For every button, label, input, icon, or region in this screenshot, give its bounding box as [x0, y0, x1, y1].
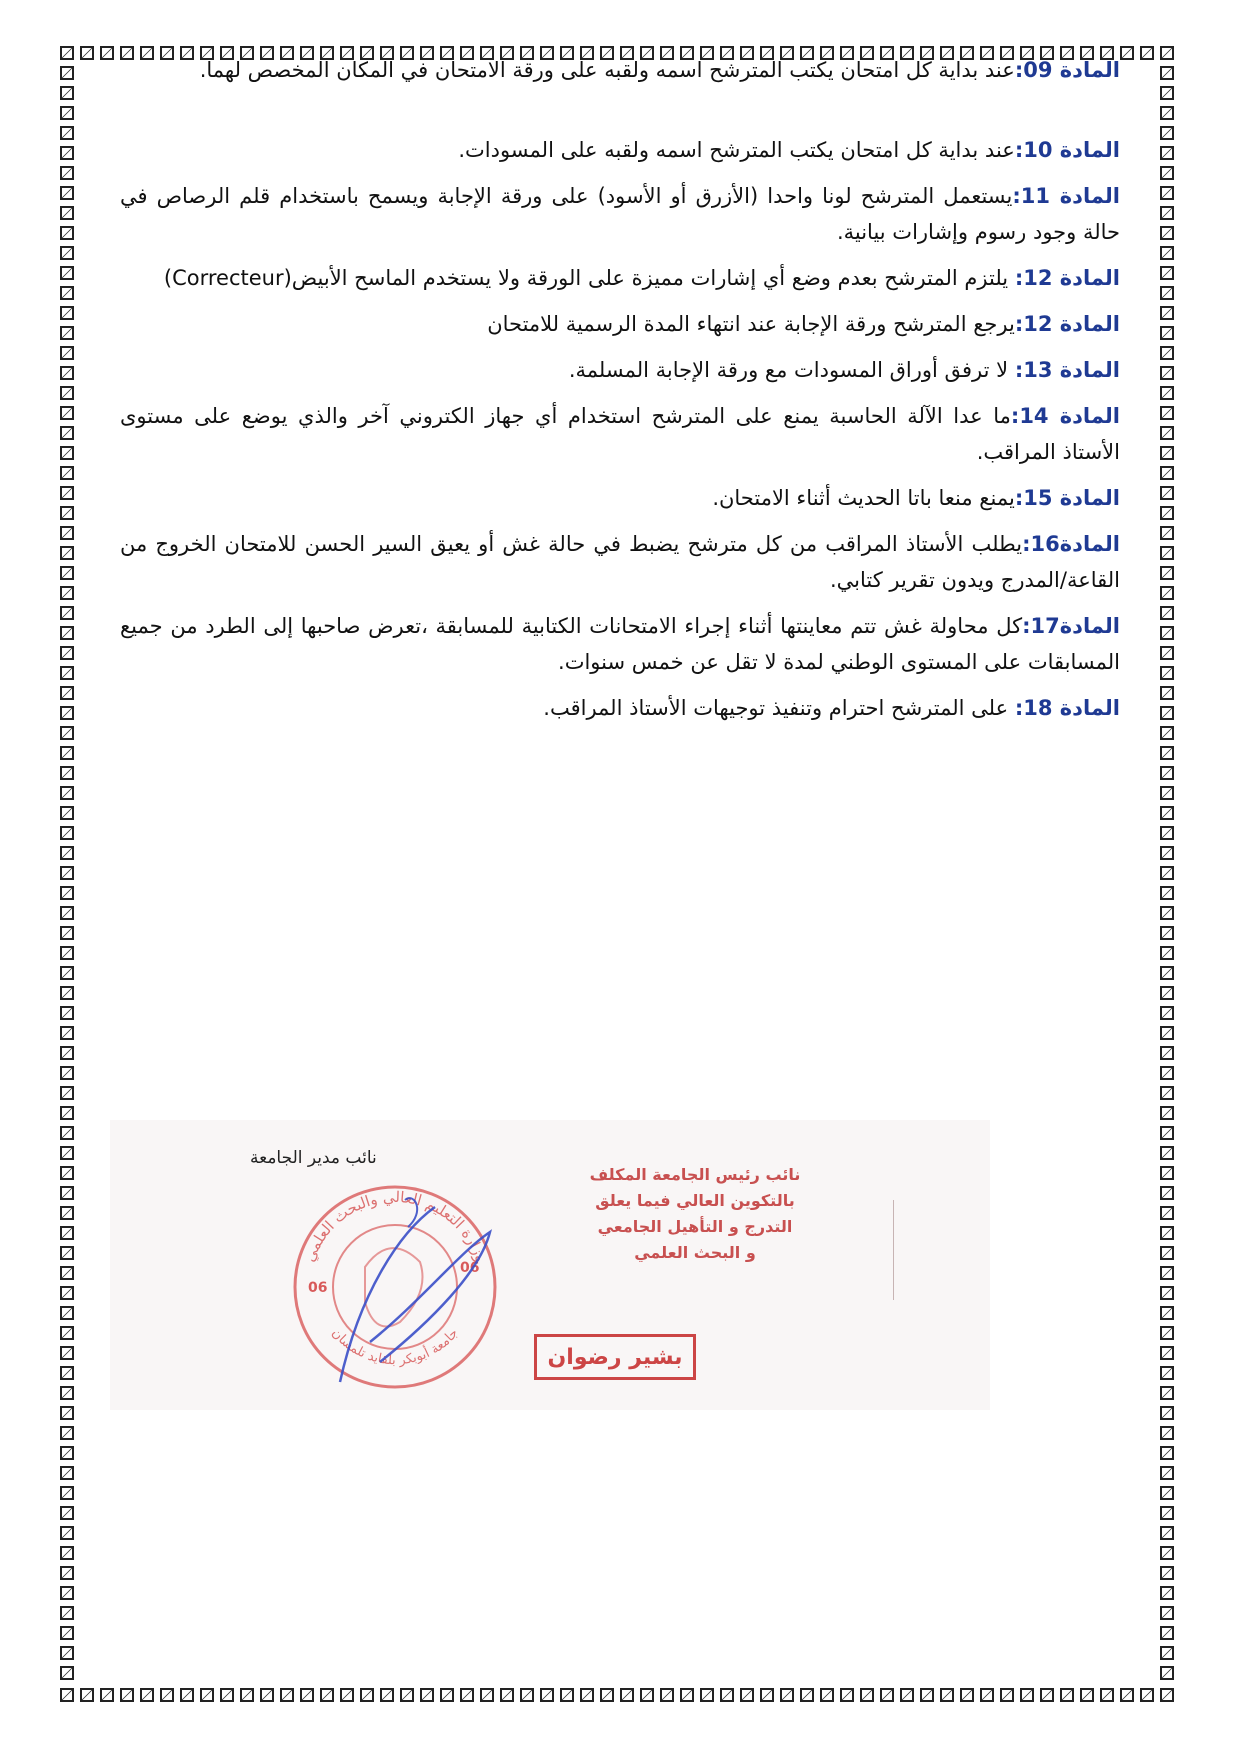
- border-tile: [60, 586, 74, 600]
- border-tile: [60, 46, 74, 60]
- border-tile: [1160, 966, 1174, 980]
- border-tile: [60, 306, 74, 320]
- border-tile: [1160, 1586, 1174, 1600]
- border-tile: [1160, 1366, 1174, 1380]
- border-tile: [1160, 686, 1174, 700]
- border-tile: [60, 486, 74, 500]
- border-tile: [60, 706, 74, 720]
- border-tile: [60, 1046, 74, 1060]
- border-tile: [740, 1688, 754, 1702]
- border-tile: [60, 946, 74, 960]
- border-tile: [1160, 986, 1174, 1000]
- border-tile: [1160, 306, 1174, 320]
- border-tile: [960, 1688, 974, 1702]
- border-tile: [1160, 866, 1174, 880]
- article-14: [120, 398, 1120, 470]
- article-text: عند بداية كل امتحان يكتب المترشح اسمه ولقبه على المسودات.: [458, 138, 1015, 162]
- border-tile: [1160, 506, 1174, 520]
- article-label: المادة: [1052, 58, 1120, 82]
- svg-text:وزارة التعليم العالي والبحث ال: [300, 1188, 490, 1265]
- seal-text-bottom: جامعة أبوبكر بلقايد تلمسان: [328, 1325, 462, 1369]
- border-tile: [60, 826, 74, 840]
- border-tile: [60, 1366, 74, 1380]
- border-tile: [1160, 1206, 1174, 1220]
- border-tile: [1160, 1106, 1174, 1120]
- border-tile: [1160, 1446, 1174, 1460]
- article-11: [120, 178, 1120, 250]
- border-tile: [1160, 66, 1174, 80]
- border-tile: [1160, 526, 1174, 540]
- border-tile: [60, 1306, 74, 1320]
- vice-director-title: نائب مدير الجامعة: [250, 1148, 377, 1168]
- border-tile: [1160, 186, 1174, 200]
- border-tile: [60, 1226, 74, 1240]
- border-tile: [880, 1688, 894, 1702]
- border-tile: [1160, 1006, 1174, 1020]
- border-tile: [680, 1688, 694, 1702]
- border-tile: [1160, 1386, 1174, 1400]
- border-tile: [820, 1688, 834, 1702]
- article-12a: [120, 260, 1120, 296]
- border-tile: [60, 1446, 74, 1460]
- vice-president-stamp: [555, 1162, 835, 1266]
- border-tile: [60, 806, 74, 820]
- border-tile: [1160, 946, 1174, 960]
- border-tile: [480, 1688, 494, 1702]
- border-tile: [1160, 1566, 1174, 1580]
- border-tile: [1160, 1126, 1174, 1140]
- border-tile: [1160, 1186, 1174, 1200]
- border-tile: [60, 1086, 74, 1100]
- border-tile: [60, 1066, 74, 1080]
- border-tile: [340, 1688, 354, 1702]
- border-tile: [60, 866, 74, 880]
- article-text: يستعمل المترشح لونا واحدا (الأزرق أو الأسود) على ورقة الإجابة ويسمح باستخدام قلم الرصاص في حالة وجود رسوم وإشارات بيانية.: [120, 184, 1120, 244]
- border-tile: [60, 1626, 74, 1640]
- border-tile: [60, 346, 74, 360]
- article-label: المادة: [1059, 614, 1120, 638]
- border-tile: [1160, 126, 1174, 140]
- article-number: 17:: [1022, 614, 1060, 638]
- border-tile: [1160, 746, 1174, 760]
- article-text: على المترشح احترام وتنفيذ توجيهات الأستاذ المراقب.: [543, 696, 1015, 720]
- border-tile: [60, 606, 74, 620]
- border-tile: [1160, 1646, 1174, 1660]
- article-number: 09:: [1014, 58, 1053, 82]
- border-tile: [1160, 806, 1174, 820]
- border-tile: [60, 1526, 74, 1540]
- border-tile: [60, 1666, 74, 1680]
- article-text: يرجع المترشح ورقة الإجابة عند انتهاء المدة الرسمية للامتحان: [487, 312, 1015, 336]
- border-tile: [60, 1126, 74, 1140]
- article-label: المادة: [1048, 404, 1120, 428]
- border-tile: [1160, 426, 1174, 440]
- border-tile: [940, 1688, 954, 1702]
- border-tile: [560, 1688, 574, 1702]
- border-tile: [540, 1688, 554, 1702]
- article-number: 18:: [1014, 696, 1053, 720]
- border-tile: [1000, 1688, 1014, 1702]
- article-text: يلتزم المترشح بعدم وضع أي إشارات مميزة على الورقة ولا يستخدم الماسح الأبيض(Correcteur): [163, 266, 1015, 290]
- border-tile: [1160, 1226, 1174, 1240]
- border-tile: [1160, 566, 1174, 580]
- article-label: المادة: [1052, 312, 1120, 336]
- article-label: المادة: [1052, 696, 1120, 720]
- border-tile: [60, 786, 74, 800]
- border-tile: [400, 1688, 414, 1702]
- border-tile: [320, 1688, 334, 1702]
- border-tile: [1160, 1606, 1174, 1620]
- article-text: كل محاولة غش تتم معاينتها أثناء إجراء الامتحانات الكتابية للمسابقة ،تعرض صاحبها إلى الطرد من جميع المسابقات على المستوى الوطني لمدة لا تقل عن خمس سنوات.: [120, 614, 1120, 674]
- article-number: 14:: [1010, 404, 1049, 428]
- article-label: المادة: [1050, 184, 1120, 208]
- border-tile: [1160, 486, 1174, 500]
- border-tile: [1020, 1688, 1034, 1702]
- border-tile: [60, 986, 74, 1000]
- university-seal: [280, 1172, 510, 1402]
- border-tile: [900, 1688, 914, 1702]
- border-tile: [60, 386, 74, 400]
- article-text: عند بداية كل امتحان يكتب المترشح اسمه ولقبه على ورقة الامتحان في المكان المخصص لهما.: [199, 58, 1015, 82]
- border-tile: [1160, 766, 1174, 780]
- border-tile: [60, 206, 74, 220]
- article-16: [120, 526, 1120, 598]
- border-tile: [1160, 166, 1174, 180]
- border-tile: [60, 566, 74, 580]
- article-number: 13:: [1014, 358, 1053, 382]
- border-tile: [60, 106, 74, 120]
- border-tile: [1160, 206, 1174, 220]
- border-bottom: [60, 1688, 1174, 1702]
- border-tile: [1160, 1626, 1174, 1640]
- border-tile: [120, 1688, 134, 1702]
- border-tile: [60, 246, 74, 260]
- border-tile: [1100, 1688, 1114, 1702]
- articles-list: [120, 52, 1120, 736]
- border-tile: [100, 1688, 114, 1702]
- border-tile: [60, 466, 74, 480]
- border-tile: [300, 1688, 314, 1702]
- border-tile: [140, 1688, 154, 1702]
- border-tile: [60, 286, 74, 300]
- border-tile: [60, 166, 74, 180]
- border-tile: [60, 226, 74, 240]
- border-tile: [60, 626, 74, 640]
- border-tile: [60, 446, 74, 460]
- border-tile: [1160, 846, 1174, 860]
- article-label: المادة: [1052, 358, 1120, 382]
- border-tile: [60, 1406, 74, 1420]
- border-tile: [1160, 1526, 1174, 1540]
- border-tile: [60, 1206, 74, 1220]
- article-text: يمنع منعا باتا الحديث أثناء الامتحان.: [712, 486, 1015, 510]
- border-tile: [80, 1688, 94, 1702]
- border-tile: [60, 126, 74, 140]
- border-tile: [60, 646, 74, 660]
- border-tile: [60, 86, 74, 100]
- border-tile: [580, 1688, 594, 1702]
- border-tile: [1160, 1666, 1174, 1680]
- border-tile: [780, 1688, 794, 1702]
- border-tile: [1160, 626, 1174, 640]
- border-tile: [60, 266, 74, 280]
- border-tile: [1160, 1046, 1174, 1060]
- border-tile: [1160, 1506, 1174, 1520]
- border-tile: [60, 1166, 74, 1180]
- name-stamp: بشير رضوان: [534, 1334, 696, 1380]
- border-tile: [60, 686, 74, 700]
- border-tile: [1080, 1688, 1094, 1702]
- border-tile: [60, 506, 74, 520]
- border-tile: [60, 1586, 74, 1600]
- border-tile: [1160, 346, 1174, 360]
- border-tile: [60, 406, 74, 420]
- border-tile: [60, 366, 74, 380]
- border-right: [1160, 46, 1174, 1680]
- border-tile: [60, 1026, 74, 1040]
- border-tile: [1160, 1146, 1174, 1160]
- article-12b: [120, 306, 1120, 342]
- border-tile: [60, 726, 74, 740]
- border-tile: [1160, 606, 1174, 620]
- border-tile: [60, 766, 74, 780]
- border-tile: [80, 46, 94, 60]
- separator-line: [893, 1200, 894, 1300]
- border-tile: [500, 1688, 514, 1702]
- border-tile: [1160, 286, 1174, 300]
- border-tile: [60, 746, 74, 760]
- border-tile: [260, 1688, 274, 1702]
- border-tile: [60, 1646, 74, 1660]
- seal-code-left: 06: [308, 1280, 328, 1296]
- border-tile: [60, 326, 74, 340]
- border-tile: [1040, 1688, 1054, 1702]
- border-tile: [1160, 386, 1174, 400]
- border-tile: [60, 666, 74, 680]
- border-tile: [60, 846, 74, 860]
- border-tile: [1160, 1426, 1174, 1440]
- border-tile: [60, 1186, 74, 1200]
- border-tile: [720, 1688, 734, 1702]
- border-tile: [60, 186, 74, 200]
- border-tile: [1160, 1266, 1174, 1280]
- border-tile: [1160, 826, 1174, 840]
- border-tile: [1120, 1688, 1134, 1702]
- article-10: [120, 132, 1120, 168]
- border-tile: [1060, 1688, 1074, 1702]
- border-tile: [1160, 406, 1174, 420]
- border-tile: [1160, 906, 1174, 920]
- border-tile: [60, 426, 74, 440]
- border-tile: [760, 1688, 774, 1702]
- border-tile: [360, 1688, 374, 1702]
- border-tile: [60, 1146, 74, 1160]
- border-tile: [1160, 366, 1174, 380]
- border-tile: [1160, 586, 1174, 600]
- border-tile: [240, 1688, 254, 1702]
- border-tile: [1160, 146, 1174, 160]
- border-tile: [60, 1606, 74, 1620]
- article-15: [120, 480, 1120, 516]
- border-tile: [700, 1688, 714, 1702]
- border-tile: [1160, 706, 1174, 720]
- border-tile: [440, 1688, 454, 1702]
- border-tile: [60, 1566, 74, 1580]
- border-tile: [60, 1326, 74, 1340]
- seal-code-right: 06: [460, 1260, 480, 1276]
- article-text: ما عدا الآلة الحاسبة يمنع على المترشح استخدام أي جهاز الكتروني آخر والذي يوضع على مستوى الأستاذ المراقب.: [120, 404, 1120, 464]
- border-tile: [1160, 1688, 1174, 1702]
- border-tile: [160, 1688, 174, 1702]
- border-tile: [60, 1246, 74, 1260]
- seal-text-top: وزارة التعليم العالي والبحث العلمي: [300, 1187, 490, 1265]
- border-tile: [1160, 1406, 1174, 1420]
- border-tile: [1160, 446, 1174, 460]
- article-13: [120, 352, 1120, 388]
- border-tile: [1160, 666, 1174, 680]
- stamp-line: التدرج و التأهيل الجامعي: [597, 1217, 793, 1236]
- border-tile: [60, 1426, 74, 1440]
- article-number: 15:: [1014, 486, 1053, 510]
- article-18: [120, 690, 1120, 726]
- border-tile: [420, 1688, 434, 1702]
- border-tile: [380, 1688, 394, 1702]
- article-label: المادة: [1059, 532, 1120, 556]
- border-tile: [1160, 1486, 1174, 1500]
- stamp-line: بالتكوين العالي فيما يعلق: [595, 1191, 795, 1210]
- border-tile: [460, 1688, 474, 1702]
- border-tile: [200, 1688, 214, 1702]
- border-tile: [800, 1688, 814, 1702]
- border-tile: [1160, 86, 1174, 100]
- border-tile: [60, 1346, 74, 1360]
- border-tile: [60, 526, 74, 540]
- border-tile: [840, 1688, 854, 1702]
- border-left: [60, 46, 74, 1680]
- border-tile: [60, 66, 74, 80]
- border-tile: [60, 1506, 74, 1520]
- border-tile: [60, 1006, 74, 1020]
- border-tile: [860, 1688, 874, 1702]
- border-tile: [60, 1466, 74, 1480]
- border-tile: [1160, 726, 1174, 740]
- border-tile: [1160, 1026, 1174, 1040]
- border-tile: [100, 46, 114, 60]
- border-tile: [1160, 266, 1174, 280]
- article-text: لا ترفق أوراق المسودات مع ورقة الإجابة المسلمة.: [568, 358, 1015, 382]
- border-tile: [60, 1546, 74, 1560]
- border-tile: [1160, 886, 1174, 900]
- border-tile: [1160, 326, 1174, 340]
- border-tile: [640, 1688, 654, 1702]
- border-tile: [1160, 106, 1174, 120]
- border-tile: [1160, 1546, 1174, 1560]
- border-tile: [660, 1688, 674, 1702]
- article-label: المادة: [1052, 486, 1120, 510]
- border-tile: [60, 906, 74, 920]
- border-tile: [1160, 1346, 1174, 1360]
- article-number: 16:: [1022, 532, 1060, 556]
- stamp-line: نائب رئيس الجامعة المكلف: [589, 1165, 801, 1184]
- border-tile: [1160, 1166, 1174, 1180]
- article-number: 11:: [1012, 184, 1051, 208]
- border-tile: [1160, 1306, 1174, 1320]
- article-17: [120, 608, 1120, 680]
- article-label: المادة: [1052, 138, 1120, 162]
- border-tile: [1160, 1286, 1174, 1300]
- border-tile: [220, 1688, 234, 1702]
- border-tile: [1160, 1086, 1174, 1100]
- border-tile: [920, 1688, 934, 1702]
- border-tile: [60, 886, 74, 900]
- border-tile: [1160, 646, 1174, 660]
- border-tile: [180, 1688, 194, 1702]
- border-tile: [620, 1688, 634, 1702]
- border-tile: [600, 1688, 614, 1702]
- border-tile: [60, 1486, 74, 1500]
- stamp-line: و البحث العلمي: [634, 1243, 756, 1262]
- border-tile: [1160, 1066, 1174, 1080]
- border-tile: [60, 1688, 74, 1702]
- border-tile: [980, 1688, 994, 1702]
- border-tile: [1160, 926, 1174, 940]
- border-tile: [1160, 546, 1174, 560]
- article-09: [120, 52, 1120, 88]
- border-tile: [1160, 1466, 1174, 1480]
- border-tile: [60, 1266, 74, 1280]
- border-tile: [520, 1688, 534, 1702]
- border-tile: [1120, 46, 1134, 60]
- border-tile: [1140, 1688, 1154, 1702]
- border-tile: [60, 1386, 74, 1400]
- border-tile: [60, 1286, 74, 1300]
- border-tile: [1140, 46, 1154, 60]
- border-tile: [1160, 1246, 1174, 1260]
- border-tile: [1160, 466, 1174, 480]
- border-tile: [1160, 246, 1174, 260]
- border-tile: [60, 146, 74, 160]
- border-tile: [1160, 786, 1174, 800]
- article-label: المادة: [1052, 266, 1120, 290]
- article-number: 12:: [1014, 312, 1053, 336]
- border-tile: [1160, 46, 1174, 60]
- border-tile: [60, 966, 74, 980]
- border-tile: [60, 1106, 74, 1120]
- article-number: 10:: [1014, 138, 1053, 162]
- border-tile: [1160, 226, 1174, 240]
- border-tile: [60, 926, 74, 940]
- article-number: 12:: [1014, 266, 1053, 290]
- article-text: يطلب الأستاذ المراقب من كل مترشح يضبط في حالة غش أو يعيق السير الحسن للامتحان الخروج من القاعة/المدرج ويدون تقرير كتابي.: [120, 532, 1120, 592]
- border-tile: [280, 1688, 294, 1702]
- border-tile: [1160, 1326, 1174, 1340]
- border-tile: [60, 546, 74, 560]
